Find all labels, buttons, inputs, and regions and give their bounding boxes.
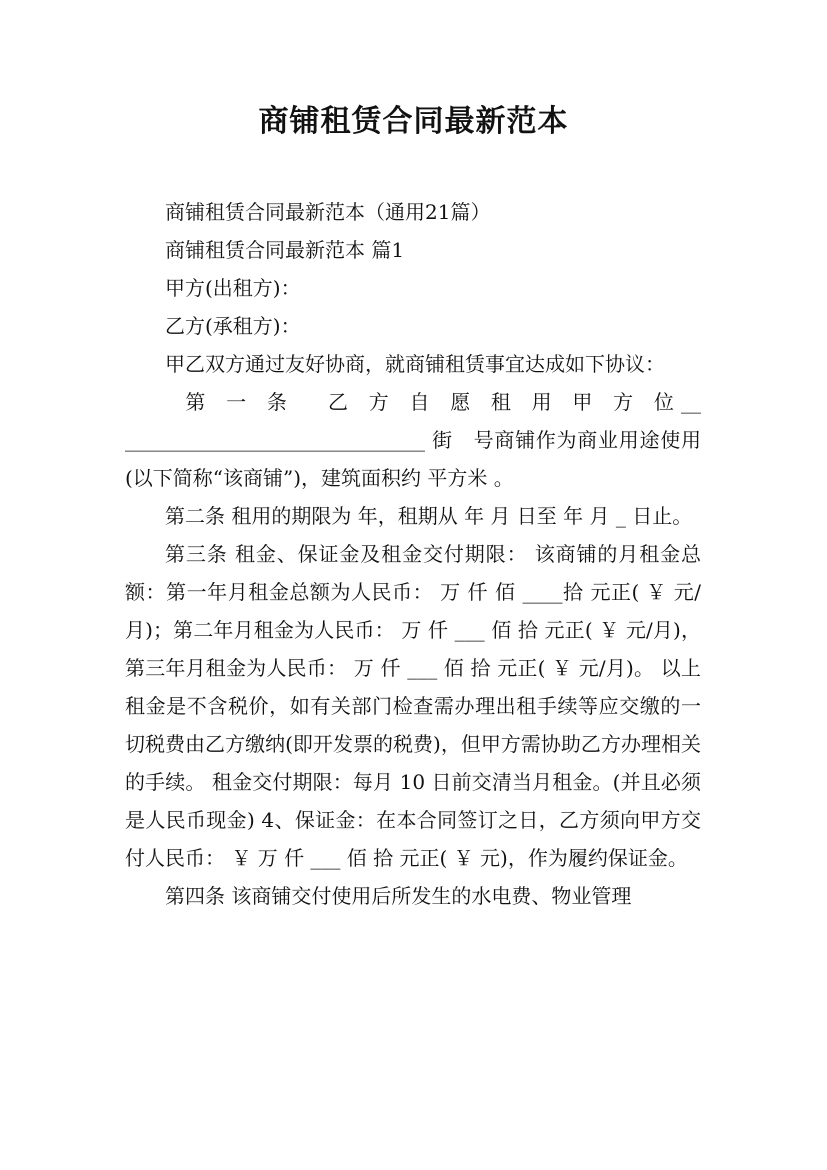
article-3: 第三条 租金、保证金及租金交付期限： 该商铺的月租金总额：第一年月租金总额为人民币： 万 仟 佰 ____拾 元正( ￥ 元/月)；第二年月租金为人民币： 万 仟 ___ 佰 拾 元正( ￥ 元/月)，第三年月租金为人民币： 万 仟 ___ 佰 拾 元正( ￥ 元/月)。 以上租金是不含税价，如有关部门检查需办理出租手续等应交缴的一切税费由乙方缴纳(即开发票的税费)，但甲方需协助乙方办理相关的手续。 租金交付期限：每月 10 日前交清当月租金。(并且必须是人民币现金) 4、保证金：在本合同签订之日，乙方须向甲方交付人民币： ￥ 万 仟 ___ 佰 拾 元正( ￥ 元)，作为履约保证金。: [125, 542, 701, 870]
article-2: 第二条 租用的期限为 年，租期从 年 月 日至 年 月 _ 日止。: [165, 504, 693, 528]
document-body: [125, 193, 701, 915]
heading-subtitle: 商铺租赁合同最新范本（通用21篇）: [165, 200, 491, 224]
party-a-line: 甲方(出租方)：: [165, 276, 301, 300]
section-heading: 商铺租赁合同最新范本 篇1: [165, 238, 405, 262]
agreement-intro: 甲乙双方通过友好协商，就商铺租赁事宜达成如下协议：: [165, 352, 665, 376]
document-title: 商铺租赁合同最新范本: [258, 104, 569, 139]
article-4: 第四条 该商铺交付使用后所发生的水电费、物业管理: [165, 884, 632, 908]
party-b-line: 乙方(承租方)：: [165, 314, 301, 338]
article-1: 第 一 条 乙 方 自 愿 租 用 甲 方 位 ________________________________ 街 号商铺作为商业用途使用(以下简称“该商铺”)，建筑面积约 平方米 。: [125, 390, 701, 490]
